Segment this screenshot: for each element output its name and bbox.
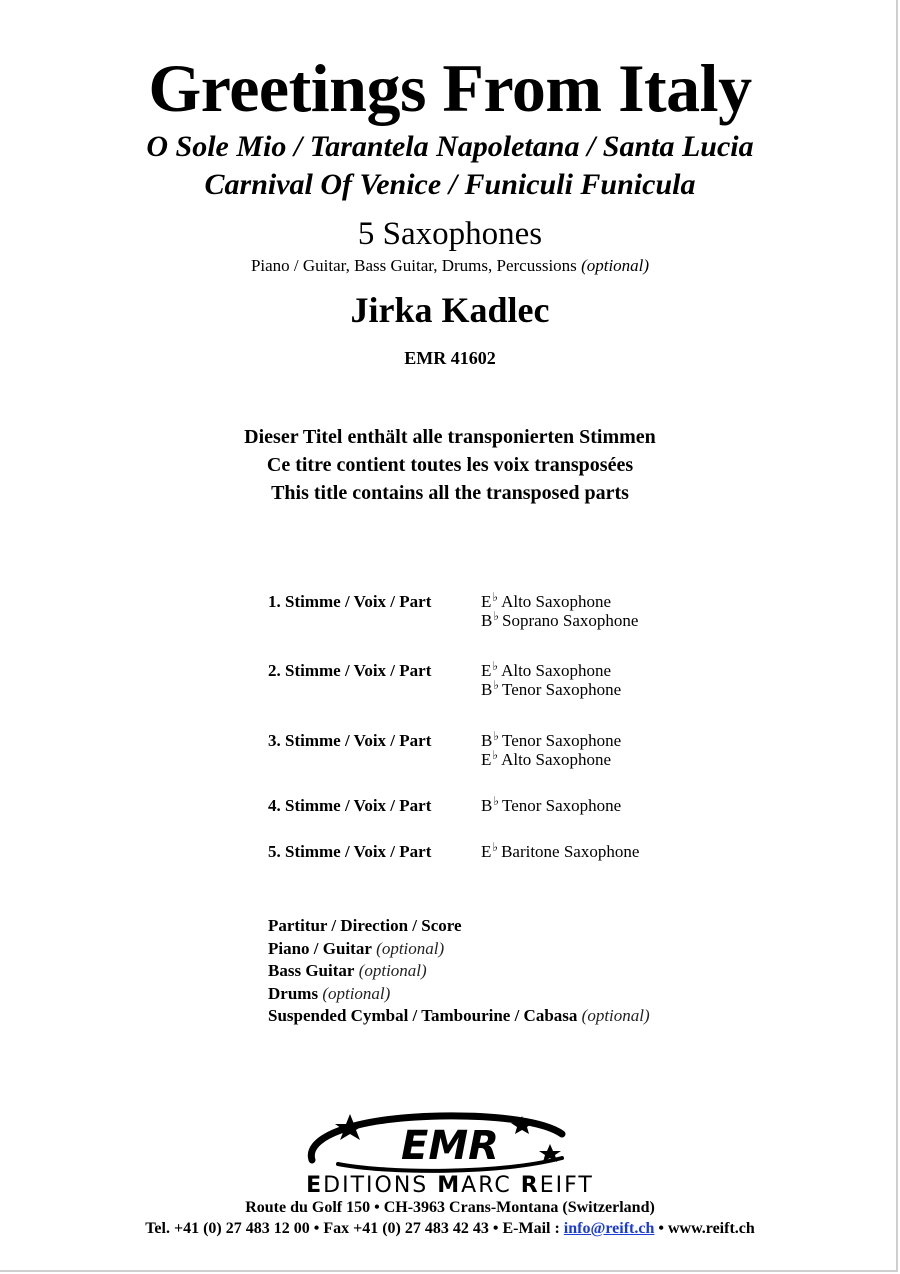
instrument-key: E — [481, 842, 492, 861]
publisher-name-rest: DITIONS — [323, 1173, 438, 1198]
logo-text: EMR — [401, 1123, 499, 1169]
publisher-name-initial: R — [520, 1173, 540, 1198]
flat-sign: ♭ — [492, 748, 499, 762]
website-text: • www.reift.ch — [654, 1220, 755, 1237]
subtitle-line-1: O Sole Mio / Tarantela Napoletana / Santa Lucia — [146, 130, 754, 163]
instrument-key: E — [481, 750, 492, 769]
part-instruments — [481, 731, 621, 769]
extra-part-name: Suspended Cymbal / Tambourine / Cabasa — [268, 1006, 578, 1025]
flat-sign: ♭ — [492, 840, 499, 854]
instrument-name: Tenor Saxophone — [502, 680, 622, 699]
email-link[interactable]: info@reift.ch — [563, 1220, 655, 1237]
part-label: 4. Stimme / Voix / Part — [268, 796, 432, 815]
instrument-entry — [481, 842, 639, 861]
instrument-key: B — [481, 680, 493, 699]
publisher-contact — [0, 1218, 900, 1240]
instrument-key: E — [481, 592, 492, 611]
instrument-name: Alto Saxophone — [501, 750, 612, 769]
instrumentation: 5 Saxophones — [357, 216, 543, 252]
catalog-number: EMR 41602 — [404, 348, 496, 368]
publisher-name-initial: E — [306, 1173, 324, 1198]
part-instruments — [481, 796, 621, 815]
accompaniment-text: Piano / Guitar, Bass Guitar, Drums, Percussions — [250, 256, 577, 275]
page-title: Greetings From Italy — [148, 50, 752, 126]
publisher-address: Route du Golf 150 • CH-3963 Crans-Montana (Switzerland) — [245, 1199, 655, 1216]
extra-part-optional: (optional) — [358, 961, 427, 980]
instrument-key: B — [481, 796, 493, 815]
contact-phone-fax: Tel. +41 (0) 27 483 12 00 • Fax +41 (0) 27 483 42 43 • E-Mail : — [145, 1220, 564, 1237]
part-label: 2. Stimme / Voix / Part — [268, 661, 432, 680]
instrument-name: Tenor Saxophone — [502, 731, 622, 750]
instrument-name: Baritone Saxophone — [501, 842, 640, 861]
flat-sign: ♭ — [493, 794, 500, 808]
accompaniment-optional: (optional) — [581, 256, 650, 275]
extra-part-optional: (optional) — [581, 1006, 650, 1025]
emr-logo — [300, 1108, 600, 1178]
list-item — [268, 938, 650, 961]
additional-parts-list — [268, 915, 650, 1028]
part-label: 5. Stimme / Voix / Part — [268, 842, 432, 861]
instrument-name: Alto Saxophone — [501, 661, 612, 680]
extra-part-optional: (optional) — [376, 938, 445, 958]
transposition-note-en: This title contains all the transposed parts — [271, 482, 629, 504]
extra-part-name: Partitur / Direction / Score — [268, 916, 462, 935]
instrument-name: Tenor Saxophone — [502, 796, 622, 815]
instrument-key: B — [481, 611, 493, 630]
flat-sign: ♭ — [493, 729, 500, 743]
instrument-entry — [481, 661, 621, 680]
publisher-name-initial: M — [437, 1173, 462, 1198]
extra-part-name: Piano / Guitar — [268, 938, 372, 958]
subtitle-line-2: Carnival Of Venice / Funiculi Funicula — [204, 168, 696, 201]
extra-part-name: Bass Guitar — [268, 961, 355, 980]
list-item — [268, 960, 650, 983]
instrument-entry — [481, 680, 621, 699]
instrument-entry — [481, 592, 638, 611]
publisher-name — [0, 1173, 900, 1199]
composer-name: Jirka Kadlec — [350, 290, 550, 330]
transposition-note-fr: Ce titre contient toutes les voix transposées — [266, 454, 634, 476]
flat-sign: ♭ — [493, 678, 500, 692]
list-item — [268, 915, 650, 938]
flat-sign: ♭ — [492, 590, 499, 604]
instrument-name: Soprano Saxophone — [502, 611, 639, 630]
instrument-key: B — [481, 731, 493, 750]
publisher-name-rest: EIFT — [539, 1173, 594, 1198]
flat-sign: ♭ — [493, 609, 500, 623]
instrument-entry — [481, 750, 621, 769]
transposition-note-de: Dieser Titel enthält alle transponierten Stimmen — [244, 426, 656, 448]
part-label: 3. Stimme / Voix / Part — [268, 731, 432, 750]
list-item — [268, 983, 650, 1006]
accompaniment-line — [0, 255, 900, 277]
extra-part-name: Drums — [268, 983, 319, 1003]
publisher-name-rest: ARC — [461, 1173, 521, 1198]
instrument-name: Alto Saxophone — [501, 592, 612, 611]
part-instruments — [481, 661, 621, 699]
instrument-entry — [481, 731, 621, 750]
extra-part-optional: (optional) — [322, 983, 391, 1003]
flat-sign: ♭ — [492, 659, 499, 673]
instrument-entry — [481, 611, 638, 630]
part-instruments — [481, 842, 639, 861]
list-item — [268, 1005, 650, 1028]
part-instruments — [481, 592, 638, 630]
instrument-entry — [481, 796, 621, 815]
part-label: 1. Stimme / Voix / Part — [268, 592, 432, 611]
instrument-key: E — [481, 661, 492, 680]
